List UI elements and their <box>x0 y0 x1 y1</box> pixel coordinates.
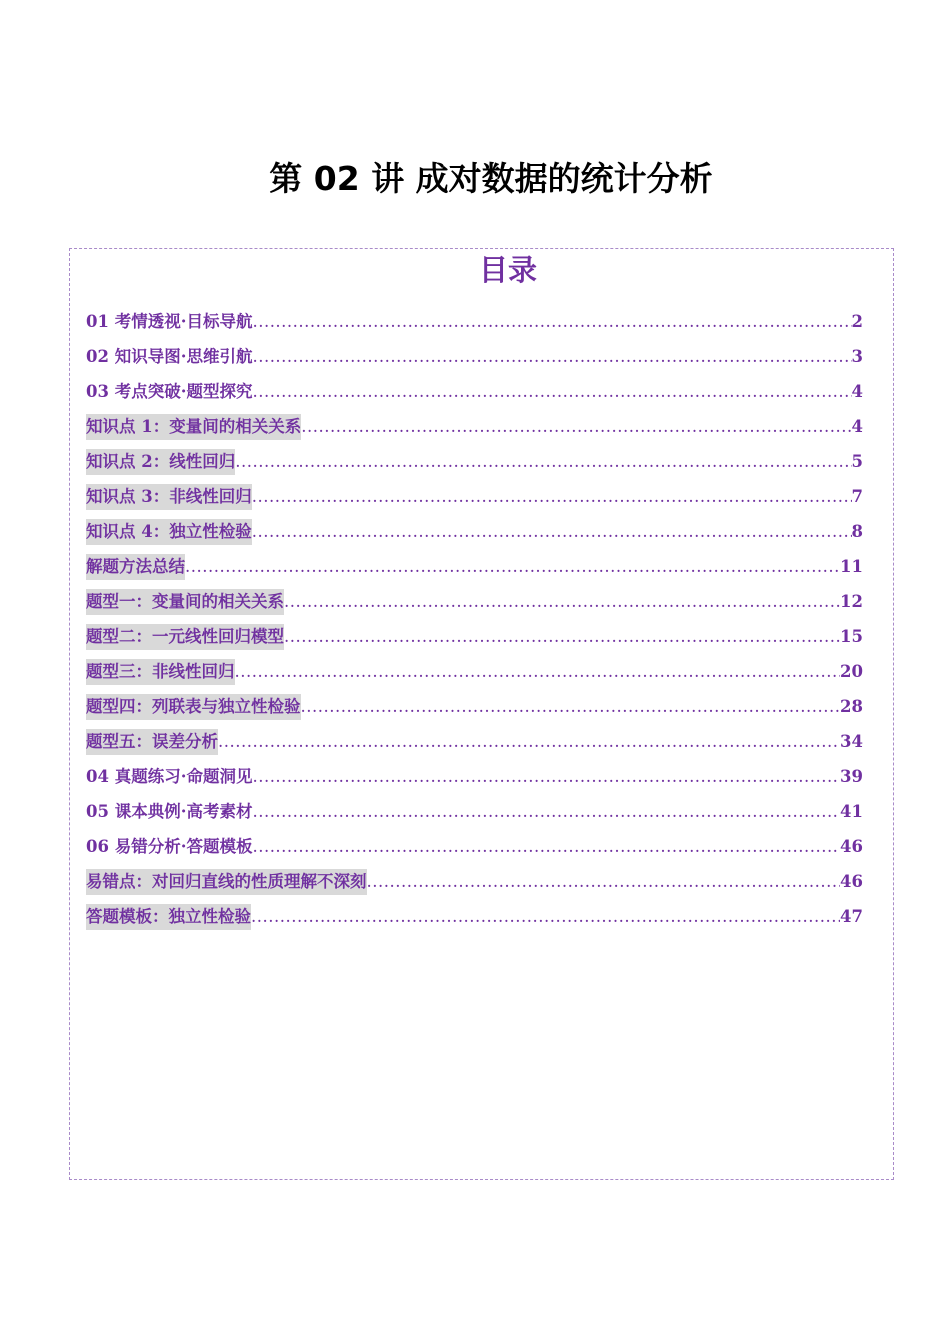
toc-entry[interactable] <box>86 379 863 414</box>
toc-entry[interactable] <box>86 449 863 484</box>
toc-leader-dots <box>252 764 840 790</box>
toc-entry[interactable] <box>86 344 863 379</box>
toc-entry-label: 答题模板：独立性检验 <box>86 904 251 930</box>
toc-entry-page: 5 <box>851 452 863 471</box>
toc-entry-label: 03 考点突破·题型探究 <box>86 382 253 401</box>
toc-entry-label: 题型二：一元线性回归模型 <box>86 624 284 650</box>
toc-leader-dots <box>284 624 840 650</box>
toc-entry-page: 46 <box>840 872 863 891</box>
page-title: 第 02 讲 成对数据的统计分析 <box>269 159 713 198</box>
toc-entry-page: 41 <box>840 802 863 821</box>
toc-entry-label: 01 考情透视·目标导航 <box>86 312 253 331</box>
toc-entry[interactable] <box>86 519 863 554</box>
toc-entry[interactable] <box>86 659 863 694</box>
toc-entry-label: 易错点：对回归直线的性质理解不深刻 <box>86 869 367 895</box>
toc-entry-page: 3 <box>851 347 863 366</box>
toc-leader-dots <box>252 484 852 510</box>
toc-leader-dots <box>367 869 841 895</box>
toc-leader-dots <box>218 729 840 755</box>
toc-entry-page: 11 <box>840 557 863 576</box>
toc-entry[interactable] <box>86 764 863 799</box>
toc-leader-dots <box>235 449 851 475</box>
toc-entry-label: 知识点 3：非线性回归 <box>86 484 252 510</box>
toc-entry-label: 05 课本典例·高考素材 <box>86 802 253 821</box>
toc-list <box>86 309 863 939</box>
toc-entry[interactable] <box>86 589 863 624</box>
toc-entry-page: 12 <box>840 592 863 611</box>
toc-entry-label: 题型四：列联表与独立性检验 <box>86 694 301 720</box>
toc-entry-label: 知识点 1：变量间的相关关系 <box>86 414 301 440</box>
toc-leader-dots <box>251 904 840 930</box>
toc-entry[interactable] <box>86 869 863 904</box>
toc-entry[interactable] <box>86 484 863 519</box>
toc-entry-page: 2 <box>851 312 863 331</box>
toc-leader-dots <box>252 379 851 405</box>
toc-leader-dots <box>252 799 840 825</box>
toc-entry[interactable] <box>86 729 863 764</box>
toc-entry[interactable] <box>86 904 863 939</box>
toc-entry-page: 4 <box>851 417 863 436</box>
toc-entry-label: 02 知识导图·思维引航 <box>86 347 253 366</box>
toc-entry-label: 解题方法总结 <box>86 554 185 580</box>
toc-entry[interactable] <box>86 799 863 834</box>
toc-entry-page: 20 <box>840 662 863 681</box>
toc-leader-dots <box>235 659 841 685</box>
toc-leader-dots <box>252 834 840 860</box>
toc-entry[interactable] <box>86 834 863 869</box>
toc-leader-dots <box>252 309 851 335</box>
toc-entry-label: 知识点 4：独立性检验 <box>86 519 252 545</box>
toc-entry-page: 28 <box>840 697 863 716</box>
toc-leader-dots <box>185 554 840 580</box>
toc-entry-page: 8 <box>851 522 863 541</box>
toc-entry[interactable] <box>86 694 863 729</box>
toc-leader-dots <box>252 344 851 370</box>
toc-entry-label: 题型三：非线性回归 <box>86 659 235 685</box>
toc-entry-page: 46 <box>840 837 863 856</box>
toc-entry[interactable] <box>86 554 863 589</box>
toc-leader-dots <box>284 589 840 615</box>
toc-leader-dots <box>301 414 851 440</box>
toc-leader-dots <box>252 519 852 545</box>
toc-entry-label: 知识点 2：线性回归 <box>86 449 235 475</box>
toc-entry-label: 题型五：误差分析 <box>86 729 218 755</box>
toc-entry-label: 06 易错分析·答题模板 <box>86 837 253 856</box>
toc-entry[interactable] <box>86 309 863 344</box>
toc-entry[interactable] <box>86 624 863 659</box>
toc-entry-page: 7 <box>851 487 863 506</box>
toc-entry-page: 39 <box>840 767 863 786</box>
toc-heading: 目录 <box>478 253 537 287</box>
toc-entry-page: 47 <box>840 907 863 926</box>
toc-leader-dots <box>301 694 841 720</box>
toc-entry-page: 15 <box>840 627 863 646</box>
toc-entry[interactable] <box>86 414 863 449</box>
toc-entry-label: 04 真题练习·命题洞见 <box>86 767 253 786</box>
toc-entry-label: 题型一：变量间的相关关系 <box>86 589 284 615</box>
toc-entry-page: 34 <box>840 732 863 751</box>
toc-entry-page: 4 <box>851 382 863 401</box>
